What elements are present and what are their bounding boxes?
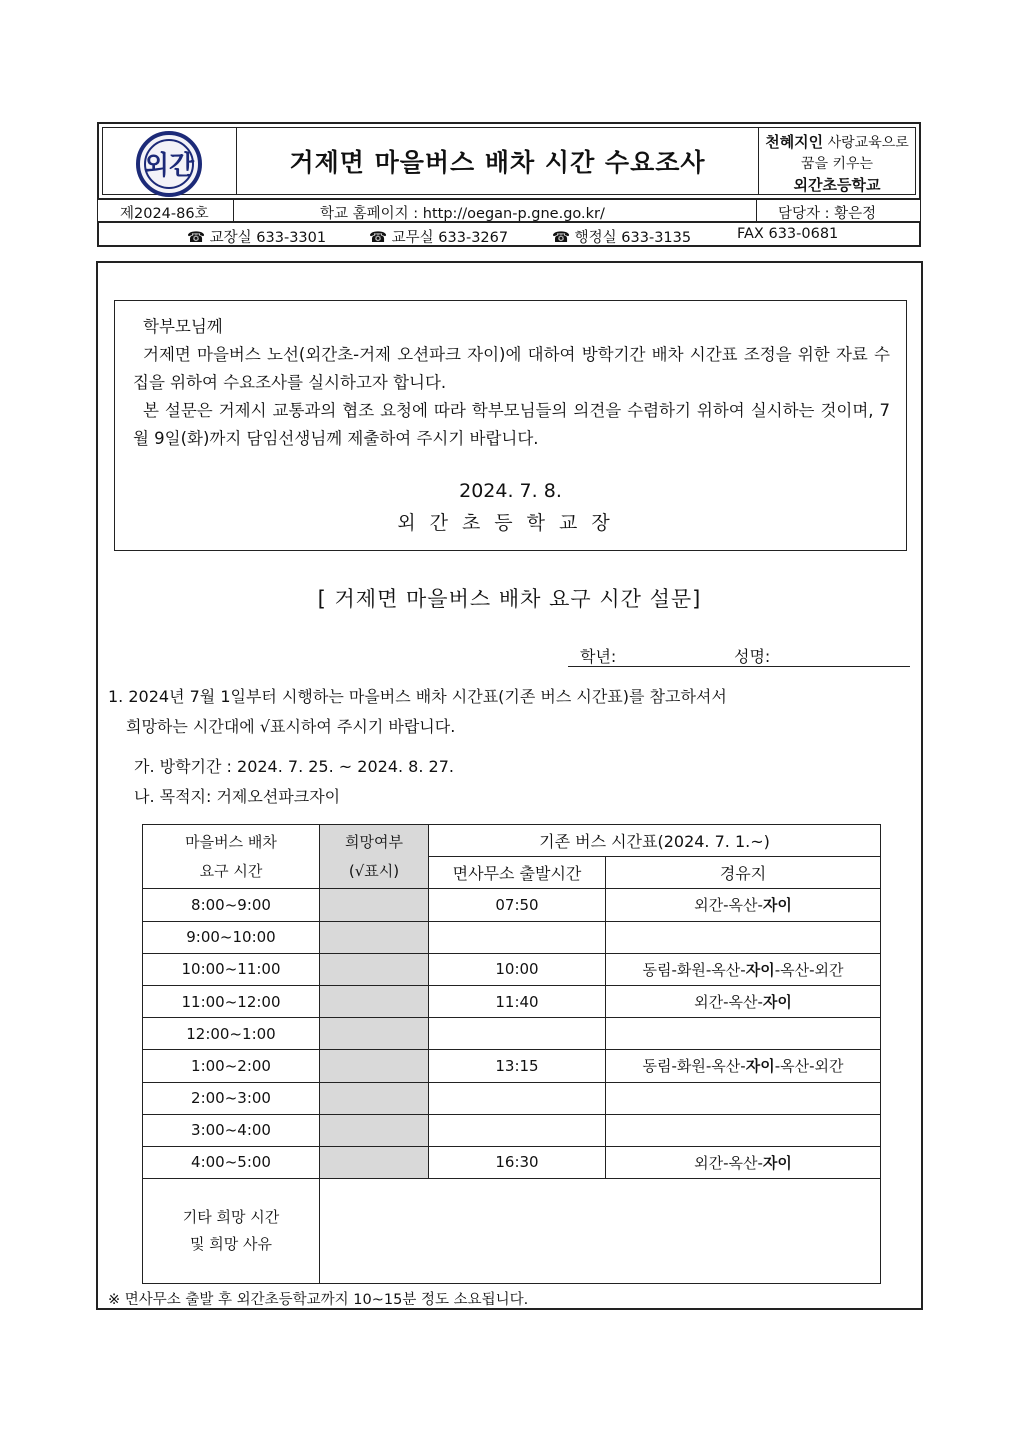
route-prefix: 외간-옥산-: [694, 896, 763, 915]
fax-number: FAX 633-0681: [737, 226, 839, 242]
bus-schedule-table: [142, 824, 881, 1284]
request-time-cell: 3:00~4:00: [143, 1114, 320, 1146]
document-header: [97, 122, 923, 248]
table-row: [143, 1050, 881, 1082]
phone-admin: ☎ 행정실 633-3135: [552, 230, 692, 246]
grade-label: 학년:: [580, 647, 617, 666]
survey-title: [ 거제면 마을버스 배차 요구 시간 설문]: [317, 587, 702, 611]
header-request-time-line2: 요구 시간: [199, 861, 263, 880]
name-label: 성명:: [734, 647, 771, 666]
departure-time-cell: 10:00: [429, 953, 606, 985]
table-row: [143, 1114, 881, 1146]
question-line-1: 1. 2024년 7월 1일부터 시행하는 마을버스 배차 시간표(기존 버스 시간표)를 참고하셔서: [108, 687, 727, 706]
route-destination: 자이: [762, 1153, 792, 1172]
departure-time-cell: 11:40: [429, 985, 606, 1017]
doc-number: 제2024-86호: [120, 206, 209, 222]
header-existing-schedule: 기존 버스 시간표(2024. 7. 1.~): [429, 825, 881, 857]
route-cell: [606, 985, 881, 1017]
table-row: [143, 1018, 881, 1050]
preference-check-cell[interactable]: [320, 1050, 429, 1082]
school-logo: [103, 128, 237, 194]
departure-time-cell: 13:15: [429, 1050, 606, 1082]
route-prefix: 외간-옥산-: [694, 993, 763, 1012]
route-cell: [606, 889, 881, 921]
route-cell: [606, 1114, 881, 1146]
footnote: ※ 면사무소 출발 후 외간초등학교까지 10~15분 정도 소요됩니다.: [108, 1292, 529, 1308]
departure-time-cell: 16:30: [429, 1146, 606, 1178]
notice-signature: 외간초등학교장: [397, 512, 624, 534]
request-time-cell: 1:00~2:00: [143, 1050, 320, 1082]
other-request-label-line1: 기타 희망 시간: [182, 1208, 280, 1227]
school-emblem-icon: [103, 128, 236, 200]
header-preference: [320, 825, 429, 889]
request-time-cell: 11:00~12:00: [143, 985, 320, 1017]
route-cell: [606, 1146, 881, 1178]
header-departure-time: 면사무소 출발시간: [429, 857, 606, 889]
preference-check-cell[interactable]: [320, 1018, 429, 1050]
phone-principal: ☎ 교장실 633-3301: [187, 230, 327, 246]
departure-time-cell: 07:50: [429, 889, 606, 921]
notice-paragraph-2: 본 설문은 거제시 교통과의 협조 요청에 따라 학부모님들의 의견을 수렴하기 위하여 실시하는 것이며, 7월 9일(화)까지 담임선생님께 제출하여 주시기 바랍니다.: [133, 401, 890, 448]
school-name: 외간초등학교: [793, 176, 881, 194]
homepage-link[interactable]: 학교 홈페이지 : http://oegan-p.gne.go.kr/: [320, 206, 605, 222]
route-cell: [606, 1082, 881, 1114]
preference-check-cell[interactable]: [320, 921, 429, 953]
motto-line2: 꿈을 키우는: [800, 156, 874, 172]
document-title: 거제면 마을버스 배차 시간 수요조사: [237, 128, 759, 194]
emblem-text: 외간: [143, 151, 195, 181]
other-request-label: [143, 1179, 320, 1284]
school-motto: [759, 128, 915, 198]
header-contact-row: [97, 222, 921, 247]
notice-paragraph-1: 거제면 마을버스 노선(외간초-거제 오션파크 자이)에 대하여 방학기간 배차 시간표 조정을 위한 자료 수집을 위하여 수요조사를 실시하고자 합니다.: [133, 345, 890, 392]
header-preference-line1: 희망여부: [345, 832, 403, 851]
item-a-vacation-period: 가. 방학기간 : 2024. 7. 25. ~ 2024. 8. 27.: [134, 757, 454, 776]
phone-staff: ☎ 교무실 633-3267: [369, 230, 509, 246]
route-destination: 자이: [745, 960, 775, 979]
route-cell: [606, 921, 881, 953]
route-cell: [606, 953, 881, 985]
question-line-2: 희망하는 시간대에 √표시하여 주시기 바랍니다.: [126, 717, 456, 736]
header-route: 경유지: [606, 857, 881, 889]
request-time-cell: 2:00~3:00: [143, 1082, 320, 1114]
table-row: [143, 985, 881, 1017]
preference-check-cell[interactable]: [320, 1146, 429, 1178]
route-destination: 자이: [762, 896, 792, 915]
preference-check-cell[interactable]: [320, 985, 429, 1017]
other-request-input[interactable]: [320, 1179, 881, 1284]
table-row: [143, 889, 881, 921]
header-preference-line2: (√표시): [348, 861, 400, 880]
item-b-destination: 나. 목적지: 거제오션파크자이: [134, 787, 341, 806]
route-suffix: -옥산-외간: [774, 960, 844, 979]
request-time-cell: 4:00~5:00: [143, 1146, 320, 1178]
motto-bold: 천혜지인: [765, 133, 824, 151]
preference-check-cell[interactable]: [320, 1082, 429, 1114]
route-destination: 자이: [745, 1057, 775, 1076]
table-row: [143, 953, 881, 985]
request-time-cell: 8:00~9:00: [143, 889, 320, 921]
header-request-time: [143, 825, 320, 889]
header-request-time-line1: 마을버스 배차: [185, 832, 277, 851]
departure-time-cell: [429, 1082, 606, 1114]
notice-box: [114, 300, 907, 551]
route-prefix: 동림-화원-옥산-: [642, 1057, 746, 1076]
departure-time-cell: [429, 921, 606, 953]
preference-check-cell[interactable]: [320, 1114, 429, 1146]
header-title-box: [97, 122, 921, 200]
notice-date: 2024. 7. 8.: [459, 480, 562, 502]
request-time-cell: 9:00~10:00: [143, 921, 320, 953]
route-cell: [606, 1050, 881, 1082]
table-row: [143, 921, 881, 953]
request-time-cell: 12:00~1:00: [143, 1018, 320, 1050]
preference-check-cell[interactable]: [320, 889, 429, 921]
request-time-cell: 10:00~11:00: [143, 953, 320, 985]
preference-check-cell[interactable]: [320, 953, 429, 985]
route-prefix: 외간-옥산-: [694, 1153, 763, 1172]
table-row: [143, 1146, 881, 1178]
header-info-row: [97, 200, 921, 222]
route-cell: [606, 1018, 881, 1050]
departure-time-cell: [429, 1114, 606, 1146]
motto-rest: 사랑교육으로: [823, 135, 909, 151]
main-content-frame: [96, 261, 923, 1310]
student-info-line: [568, 644, 910, 667]
other-request-label-line2: 및 희망 사유: [190, 1235, 272, 1254]
departure-time-cell: [429, 1018, 606, 1050]
manager-name: 담당자 : 황은정: [778, 206, 877, 222]
route-suffix: -옥산-외간: [774, 1057, 844, 1076]
notice-greeting: 학부모님께: [143, 317, 223, 336]
route-prefix: 동림-화원-옥산-: [642, 960, 746, 979]
table-row: [143, 1082, 881, 1114]
route-destination: 자이: [762, 993, 792, 1012]
